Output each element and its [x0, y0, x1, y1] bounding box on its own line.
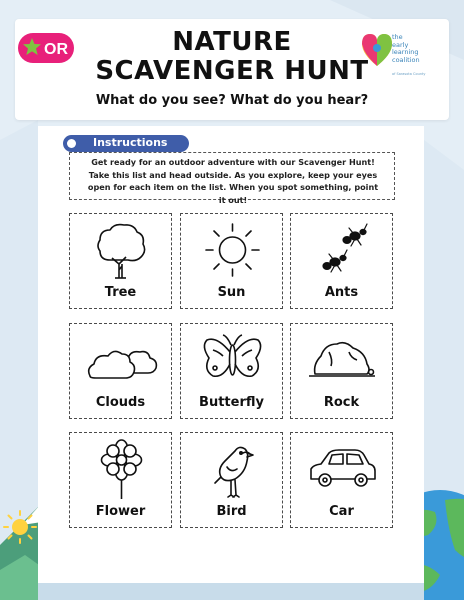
rock-icon	[305, 330, 380, 390]
or-logo-text: OR	[44, 41, 68, 58]
flower-icon	[84, 439, 159, 499]
elc-line-4: coalition	[392, 55, 420, 64]
card-car	[290, 432, 393, 528]
card-label-car: Car	[329, 504, 354, 519]
title-line-1: NATURE	[172, 27, 292, 57]
butterfly-icon	[195, 330, 270, 390]
card-label-flower: Flower	[95, 504, 146, 519]
sheet-bottom-strip	[38, 583, 424, 600]
card-tree	[69, 213, 172, 309]
instructions-text: Get ready for an outdoor adventure with our Scavenger Hunt! Take this list and head outside. As you explore, keep your eyes open for each item on the list. When you spot something, point it out!	[87, 157, 379, 205]
elc-line-3: learning	[392, 48, 419, 56]
card-bird	[180, 432, 283, 528]
tree-icon	[84, 220, 159, 280]
instructions-dot-icon	[67, 139, 76, 148]
sun-icon	[195, 220, 270, 280]
sun-decoration	[4, 511, 36, 543]
instructions-label: Instructions	[93, 136, 168, 149]
card-sun	[180, 213, 283, 309]
page-subtitle: What do you see? What do you hear?	[95, 93, 369, 108]
card-ants	[290, 213, 393, 309]
elc-line-1: the	[392, 33, 403, 41]
card-clouds	[69, 323, 172, 419]
card-label-tree: Tree	[104, 285, 137, 300]
title-line-2: SCAVENGER HUNT	[95, 56, 369, 86]
card-label-butterfly: Butterfly	[199, 395, 264, 410]
card-butterfly	[180, 323, 283, 419]
card-label-clouds: Clouds	[95, 395, 146, 410]
elc-logo-text	[392, 34, 432, 64]
elc-logo-subtext: of Sarasota County	[392, 72, 426, 76]
ants-icon	[305, 220, 380, 280]
car-icon	[305, 439, 380, 499]
instructions-pill	[63, 135, 189, 152]
card-label-sun: Sun	[217, 285, 246, 300]
card-flower	[69, 432, 172, 528]
card-label-ants: Ants	[324, 285, 359, 300]
card-label-rock: Rock	[323, 395, 360, 410]
or-logo-icon	[18, 33, 74, 63]
instructions-box	[69, 152, 395, 205]
card-rock	[290, 323, 393, 419]
clouds-icon	[84, 330, 159, 390]
bird-icon	[195, 439, 270, 499]
elc-line-2: early	[392, 40, 409, 49]
card-label-bird: Bird	[216, 504, 247, 519]
